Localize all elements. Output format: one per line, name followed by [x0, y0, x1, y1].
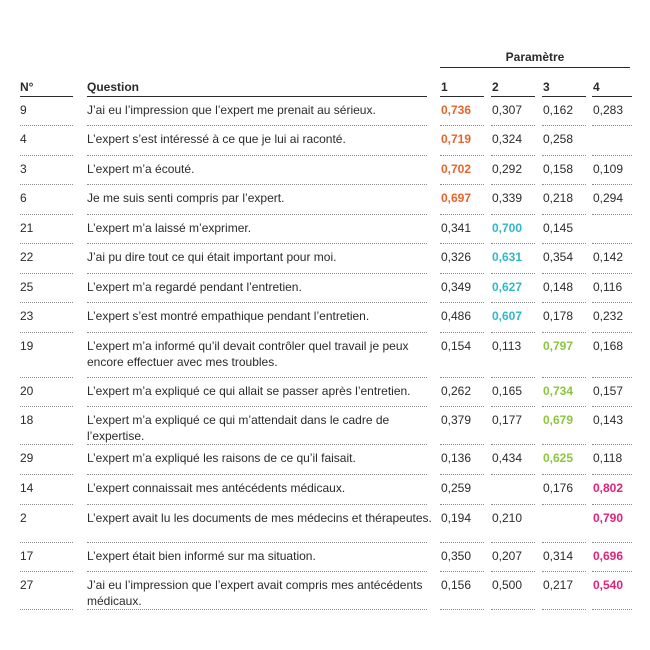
row-value-param-4: 0,168: [593, 339, 624, 353]
row-number: 18: [20, 413, 34, 427]
table-row: [0, 97, 650, 126]
row-value-param-4: 0,116: [593, 280, 623, 294]
row-value-param-2: 0,307: [492, 103, 523, 117]
row-value-param-3: 0,145: [543, 221, 574, 235]
row-value-param-3: 0,158: [543, 162, 574, 176]
table-row: [0, 333, 650, 378]
row-value-param-1: 0,719: [441, 132, 472, 146]
table-row: [0, 215, 650, 244]
table-row: [0, 185, 650, 215]
table-row: [0, 475, 650, 505]
row-divider: [491, 609, 535, 610]
row-value-param-1: 0,349: [441, 280, 472, 294]
row-question: J’ai pu dire tout ce qui était important pour moi.: [87, 250, 337, 264]
row-question: L’expert m’a regardé pendant l’entretien.: [87, 280, 302, 294]
row-value-param-1: 0,136: [441, 451, 472, 465]
row-value-param-4: 0,142: [593, 250, 624, 264]
row-number: 20: [20, 384, 34, 398]
param-group-header: Paramètre: [505, 50, 565, 64]
row-value-param-2: 0,324: [492, 132, 523, 146]
table-row: [0, 572, 650, 610]
row-value-param-3: 0,148: [543, 280, 574, 294]
row-divider: [592, 609, 632, 610]
table-row: [0, 378, 650, 407]
row-value-param-1: 0,702: [441, 162, 472, 176]
row-value-param-1: 0,326: [441, 250, 472, 264]
table-row: [0, 274, 650, 303]
row-question: J’ai eu l’impression que l’expert me prenait au sérieux.: [87, 103, 376, 117]
row-number: 17: [20, 549, 34, 563]
row-number: 23: [20, 309, 34, 323]
row-question: L’expert m’a informé qu’il devait contrôler quel travail je peux encore effectuer avec mes troubles.: [87, 339, 409, 369]
row-value-param-1: 0,154: [441, 339, 472, 353]
row-value-param-4: 0,294: [593, 191, 624, 205]
table-row: [0, 156, 650, 185]
table-row: [0, 303, 650, 333]
row-number: 3: [20, 162, 27, 176]
row-value-param-4: 0,157: [593, 384, 624, 398]
row-question: L’expert s’est montré empathique pendant l’entretien.: [87, 309, 370, 323]
row-divider: [87, 609, 427, 610]
col-header-param-2: 2: [492, 80, 499, 94]
row-value-param-4: 0,283: [593, 103, 624, 117]
row-divider: [542, 609, 586, 610]
row-value-param-3: 0,314: [543, 549, 574, 563]
row-value-param-2: 0,700: [492, 221, 523, 235]
row-number: 27: [20, 578, 34, 592]
table-row: [0, 543, 650, 572]
row-value-param-2: 0,113: [492, 339, 522, 353]
row-question: J’ai eu l’impression que l’expert avait compris mes antécédents médicaux.: [87, 578, 423, 608]
row-value-param-1: 0,736: [441, 103, 472, 117]
row-divider: [20, 609, 73, 610]
row-number: 9: [20, 103, 27, 117]
row-value-param-3: 0,176: [543, 481, 574, 495]
row-value-param-3: 0,625: [543, 451, 574, 465]
row-value-param-3: 0,178: [543, 309, 574, 323]
row-value-param-4: 0,802: [593, 481, 624, 495]
row-number: 21: [20, 221, 34, 235]
row-question: L’expert avait lu les documents de mes médecins et thérapeutes.: [87, 511, 432, 525]
row-value-param-2: 0,177: [492, 413, 523, 427]
row-number: 6: [20, 191, 27, 205]
row-value-param-1: 0,341: [441, 221, 472, 235]
col-header-param-3: 3: [543, 80, 550, 94]
row-value-param-1: 0,486: [441, 309, 472, 323]
row-question: L’expert connaissait mes antécédents médicaux.: [87, 481, 346, 495]
row-value-param-3: 0,797: [543, 339, 574, 353]
row-number: 4: [20, 132, 27, 146]
row-value-param-2: 0,631: [492, 250, 523, 264]
row-number: 2: [20, 511, 27, 525]
row-value-param-4: 0,540: [593, 578, 624, 592]
row-question: L’expert m’a expliqué ce qui allait se passer après l’entretien.: [87, 384, 411, 398]
row-value-param-2: 0,207: [492, 549, 523, 563]
row-value-param-4: 0,790: [593, 511, 624, 525]
row-value-param-1: 0,379: [441, 413, 472, 427]
row-question: L’expert s’est intéressé à ce que je lui ai raconté.: [87, 132, 346, 146]
row-value-param-4: 0,118: [593, 451, 623, 465]
row-question: L’expert m’a écouté.: [87, 162, 195, 176]
row-value-param-4: 0,232: [593, 309, 624, 323]
table-row: [0, 126, 650, 156]
row-number: 25: [20, 280, 34, 294]
row-value-param-1: 0,194: [441, 511, 472, 525]
row-value-param-3: 0,679: [543, 413, 574, 427]
row-number: 19: [20, 339, 34, 353]
row-value-param-2: 0,210: [492, 511, 523, 525]
row-value-param-2: 0,434: [492, 451, 523, 465]
col-header-number: N°: [20, 80, 34, 94]
col-header-param-1: 1: [441, 80, 448, 94]
row-number: 22: [20, 250, 34, 264]
row-value-param-3: 0,258: [543, 132, 574, 146]
row-value-param-4: 0,143: [593, 413, 624, 427]
row-value-param-4: 0,109: [593, 162, 624, 176]
row-value-param-1: 0,262: [441, 384, 472, 398]
table-row: [0, 244, 650, 274]
table-row: [0, 407, 650, 445]
row-value-param-1: 0,259: [441, 481, 472, 495]
row-question: Je me suis senti compris par l’expert.: [87, 191, 285, 205]
row-value-param-3: 0,734: [543, 384, 574, 398]
row-value-param-3: 0,218: [543, 191, 574, 205]
row-value-param-2: 0,500: [492, 578, 523, 592]
row-value-param-4: 0,696: [593, 549, 624, 563]
row-value-param-2: 0,627: [492, 280, 523, 294]
row-value-param-1: 0,697: [441, 191, 472, 205]
row-number: 29: [20, 451, 34, 465]
row-value-param-1: 0,156: [441, 578, 472, 592]
row-value-param-2: 0,607: [492, 309, 523, 323]
row-value-param-2: 0,292: [492, 162, 523, 176]
col-header-param-4: 4: [593, 80, 600, 94]
row-question: L’expert était bien informé sur ma situation.: [87, 549, 316, 563]
row-value-param-2: 0,165: [492, 384, 523, 398]
row-value-param-3: 0,162: [543, 103, 574, 117]
table-row: [0, 445, 650, 475]
row-question: L’expert m’a expliqué les raisons de ce qu’il faisait.: [87, 451, 356, 465]
row-value-param-3: 0,354: [543, 250, 574, 264]
row-question: L’expert m’a expliqué ce qui m’attendait dans le cadre de l’expertise.: [87, 413, 390, 443]
col-header-question: Question: [87, 80, 140, 94]
row-value-param-1: 0,350: [441, 549, 472, 563]
row-value-param-2: 0,339: [492, 191, 523, 205]
table-row: [0, 505, 650, 543]
param-group-rule: [440, 67, 630, 68]
row-question: L’expert m’a laissé m’exprimer.: [87, 221, 252, 235]
row-number: 14: [20, 481, 34, 495]
row-value-param-3: 0,217: [543, 578, 574, 592]
row-divider: [440, 609, 484, 610]
